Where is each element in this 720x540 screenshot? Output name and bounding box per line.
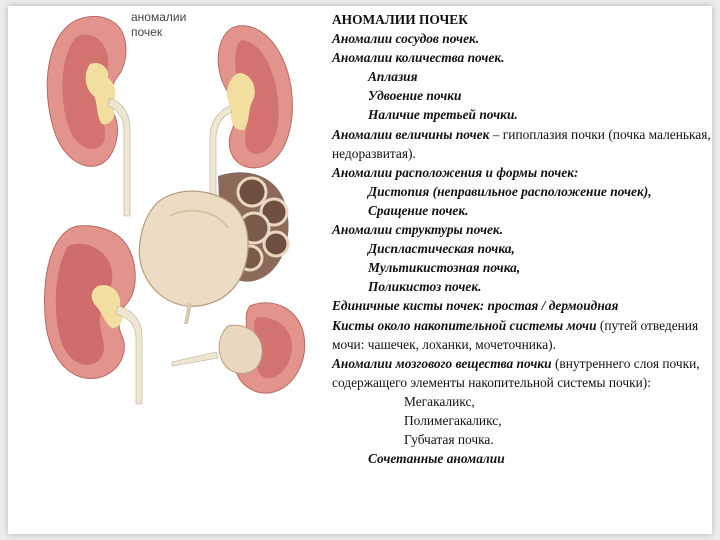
illustration-caption	[131, 10, 211, 40]
size-heading: Аномалии величины почек	[332, 126, 490, 142]
large-cyst	[139, 191, 248, 324]
caption-line-2: почек	[131, 25, 163, 39]
medulla-heading: Аномалии мозгового вещества почки	[332, 355, 552, 371]
item-third-kidney: Наличие третьей почки.	[368, 107, 518, 123]
pelvic-cysts-heading: Кисты около накопительной системы мочи	[332, 317, 597, 333]
size-description: – гипоплазия почки (почка маленькая, недоразвитая).	[332, 126, 711, 161]
item-aplasia: Аплазия	[368, 69, 418, 85]
item-dysplastic: Диспластическая почка,	[368, 241, 515, 257]
item-megacalyx: Мегакаликс,	[404, 393, 475, 409]
item-vessels: Аномалии сосудов почек.	[332, 31, 480, 47]
kidney-anomalies-illustration	[38, 6, 334, 406]
kidney-drawings	[38, 6, 334, 406]
item-count: Аномалии количества почек.	[332, 50, 505, 66]
kidney-bottom-right	[172, 303, 305, 393]
item-sponge-kidney: Губчатая почка.	[404, 432, 494, 448]
item-position: Аномалии расположения и формы почек:	[332, 164, 579, 180]
item-structure: Аномалии структуры почек.	[332, 222, 504, 238]
item-size	[332, 125, 718, 163]
item-polymegacalyx: Полимегакаликс,	[404, 412, 502, 428]
item-single-cysts: Единичные кисты почек: простая / дермоидная	[332, 298, 619, 314]
item-fusion: Сращение почек.	[368, 202, 469, 218]
item-dystopia: Дистопия (неправильное расположение почек),	[368, 183, 652, 199]
slide	[8, 6, 712, 534]
item-multicystic: Мультикистозная почка,	[368, 260, 521, 276]
item-medulla	[332, 354, 718, 392]
item-pelvic-cysts	[332, 316, 718, 354]
item-combined: Сочетанные аномалии	[368, 451, 505, 467]
pelvic-cysts-description: (путей отведения мочи: чашечек, лоханки, мочеточника).	[332, 317, 699, 352]
caption-line-1: аномалии	[131, 10, 187, 24]
item-doubling: Удвоение почки	[368, 88, 462, 104]
kidney-bottom-left	[44, 226, 142, 404]
medulla-description: (внутреннего слоя почки, содержащего элементы накопительной системы почки):	[332, 355, 700, 390]
text-content	[332, 10, 718, 468]
slide-title: АНОМАЛИИ ПОЧЕК	[332, 12, 468, 27]
item-polycystic: Поликистоз почек.	[368, 279, 482, 295]
kidney-top-left	[47, 16, 130, 216]
